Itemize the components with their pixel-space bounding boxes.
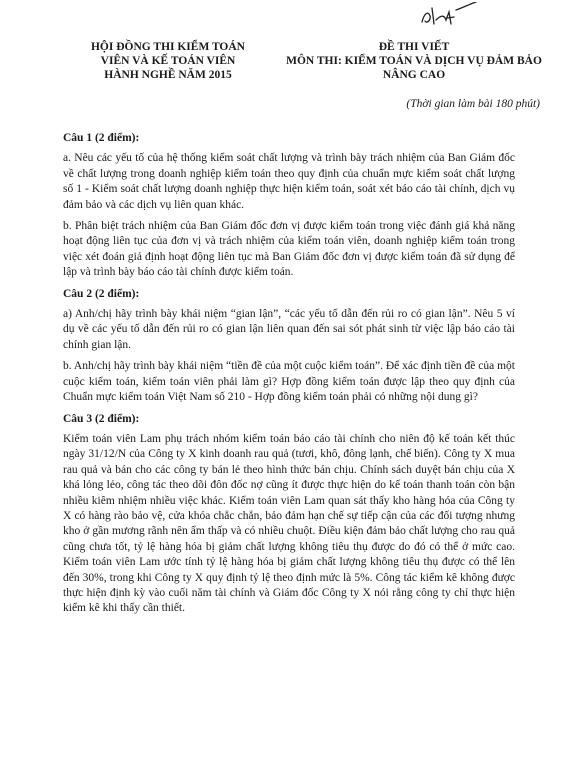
question-1-title: Câu 1 (2 điểm):	[63, 132, 140, 144]
question-3-scenario: Kiểm toán viên Lam phụ trách nhóm kiểm toán báo cáo tài chính cho niên độ kế toán kết thúc ngày 31/12/N của Công ty X kinh doanh rau quả (tươi, khô, đông lạnh, chế biến). Công ty X mua rau quả và bán cho các công ty bán lẻ theo hình thức bán chịu. Chính sách duyệt bán chịu của X khá lỏng lẻo, công tác theo dõi đôn đốc nợ cũng ít được thực hiện do kế toán thanh toán còn bận nhiều kiêm nhiệm nhiều việc khác. Kiểm toán viên Lam quan sát thấy kho hàng hóa của Công ty X có hàng rào bảo vệ, cửa khóa chắc chắn, bảo đảm hạn chế sự tiếp cận của các đối tượng nhưng kho ở gần mương rãnh nên ẩm thấp và có nhiều chuột. Điều kiện đảm bảo chất lượng cho rau quả cũng chưa tốt, tỷ lệ hàng hóa bị giảm chất lượng không tiêu thụ được do đó có thể ở mức cao. Kiểm toán viên Lam ước tính tỷ lệ hàng hóa bị giảm chất lượng không tiêu thụ được có thể lên đến 30%, trong khi Công ty X quy định tỷ lệ theo định mức là 5%. Công tác kiểm kê không được thực hiện định kỳ vào cuối năm tài chính và Giám đốc Công ty X nói rằng công ty chỉ thực hiện kiểm kê khi thấy cần thiết.	[63, 432, 515, 615]
exam-subject: MÔN THI: KIỂM TOÁN VÀ DỊCH VỤ ĐẢM BẢO	[286, 55, 542, 67]
question-1	[63, 131, 515, 281]
exam-subject-cont: NÂNG CAO	[382, 69, 446, 81]
question-2-part-b: b. Anh/chị hãy trình bày khái niệm “tiền đề của một cuộc kiểm toán”. Để xác định tiền đề của một cuộc kiểm toán, kiểm toán viên phải làm gì? Hợp đồng kiểm toán được lập theo quy định của Chuẩn mực kiểm toán Việt Nam số 210 - Hợp đồng kiểm toán phải có những nội dung gì?	[63, 360, 515, 404]
question-2-title: Câu 2 (2 điểm):	[63, 287, 140, 300]
exam-type: ĐỀ THI VIẾT	[378, 41, 450, 53]
council-line-1: HỘI ĐỒNG THI KIỂM TOÁN	[90, 41, 245, 53]
question-1-part-b: b. Phân biệt trách nhiệm của Ban Giám đốc đơn vị được kiểm toán trong việc đánh giá khả năng hoạt động liên tục của đơn vị và trách nhiệm của kiểm toán viên, doanh nghiệp kiểm toán trong việc xét đoán giả định hoạt động liên tục mà Ban Giám đốc đơn vị được kiểm toán đã sử dụng để lập và trình bày báo cáo tài chính được kiểm toán.	[63, 220, 515, 279]
time-allowed: (Thời gian làm bài 180 phút)	[406, 98, 540, 110]
exam-header	[268, 40, 560, 82]
handwritten-initials	[418, 2, 478, 30]
question-3	[63, 412, 515, 617]
question-1-part-a: a. Nêu các yếu tố của hệ thống kiểm soát chất lượng và trình bày trách nhiệm của Ban Giám đốc về chất lượng trong doanh nghiệp kiểm toán theo quy định của chuẩn mực kiểm soát chất lượng số 1 - Kiểm soát chất lượng doanh nghiệp thực hiện kiểm toán, soát xét báo cáo tài chính, dịch vụ đảm bảo và các dịch vụ liên quan khác.	[63, 152, 515, 211]
council-line-2: VIÊN VÀ KẾ TOÁN VIÊN	[100, 55, 236, 67]
council-header	[68, 40, 268, 82]
question-2-part-a: a) Anh/chị hãy trình bày khái niệm “gian lận”, “các yếu tố dẫn đến rủi ro có gian lận”. Nêu 5 ví dụ về các yếu tố dẫn đến rủi ro có gian lận liên quan đến sai sót phát sinh từ việc lập báo cáo tài chính gian lận.	[63, 308, 515, 351]
question-3-title: Câu 3 (2 điểm):	[63, 412, 140, 425]
exam-body	[63, 131, 515, 623]
council-line-3: HÀNH NGHỀ NĂM 2015	[104, 69, 232, 81]
question-2	[63, 287, 515, 406]
